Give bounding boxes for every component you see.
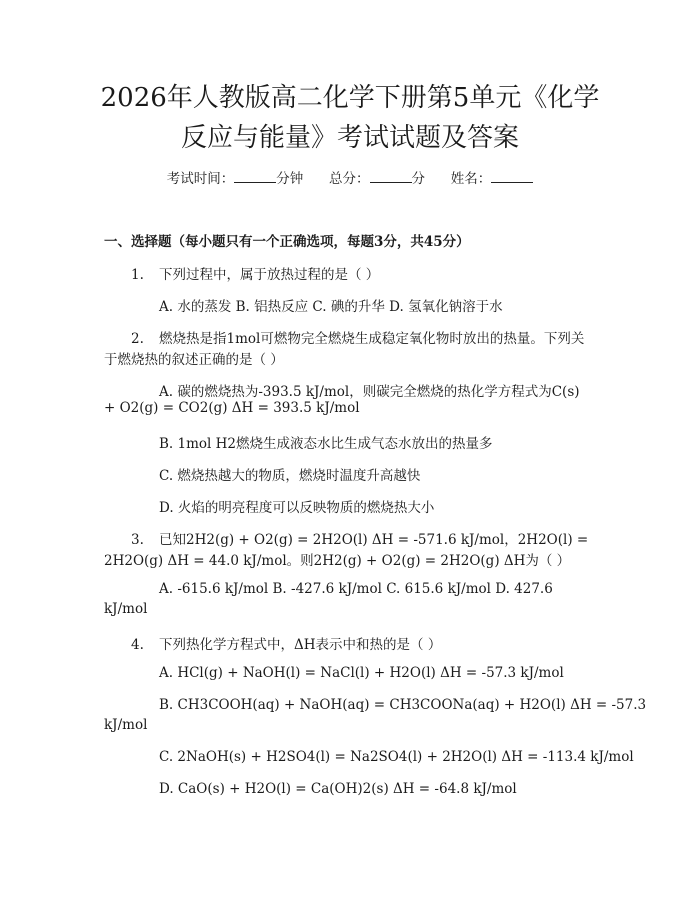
title-line-2: 反应与能量》考试试题及答案 (180, 123, 519, 153)
option-b: B. CH3COOH(aq) + NaOH(aq) = CH3COONa(aq) + H2O(l) ΔH = -57.3 (159, 697, 647, 713)
score-unit: 分 (411, 171, 425, 187)
option-d: D. 火焰的明亮程度可以反映物质的燃烧热大小 (159, 500, 435, 516)
option-d: D. CaO(s) + H2O(l) = Ca(OH)2(s) ΔH = -64.8 kJ/mol (159, 781, 517, 797)
option-b-cont: kJ/mol (104, 717, 148, 733)
score-label: 总分： (329, 171, 370, 187)
question-3-options-cont: kJ/mol (104, 601, 148, 617)
question-number: 2. (131, 331, 144, 347)
option-a-cont: + O2(g) = CO2(g) ΔH = 393.5 kJ/mol (104, 400, 360, 416)
name-label: 姓名： (450, 171, 492, 187)
question-number: 1. (131, 267, 144, 283)
question-3 (131, 528, 588, 548)
question-1-options: A. 水的蒸发 B. 铝热反应 C. 碘的升华 D. 氢氧化钠溶于水 (159, 299, 503, 315)
option-a: A. HCl(g) + NaOH(l) = NaCl(l) + H2O(l) ΔH = -57.3 kJ/mol (159, 665, 564, 681)
section-heading: 一、选择题（每小题只有一个正确选项，每题3分，共45分） (104, 234, 470, 250)
question-text: 下列热化学方程式中，ΔH表示中和热的是（ ） (159, 637, 442, 653)
time-blank (234, 170, 276, 183)
title-line-1: 2026年人教版高二化学下册第5单元《化学 (100, 83, 600, 113)
question-2 (131, 327, 584, 347)
option-a: A. 碳的燃烧热为-393.5 kJ/mol，则碳完全燃烧的热化学方程式为C(s) (159, 384, 580, 400)
question-text: 下列过程中，属于放热过程的是（ ） (159, 267, 380, 283)
question-4 (131, 633, 441, 653)
question-2-text-cont: 于燃烧热的叙述正确的是（ ） (104, 352, 284, 368)
exam-info-row (0, 167, 700, 187)
option-c: C. 2NaOH(s) + H2SO4(l) = Na2SO4(l) + 2H2O(l) ΔH = -113.4 kJ/mol (159, 749, 634, 765)
time-unit: 分钟 (276, 171, 304, 187)
time-label: 考试时间： (166, 171, 235, 187)
question-text: 燃烧热是指1mol可燃物完全燃烧生成稳定氧化物时放出的热量。下列关 (159, 331, 585, 347)
question-number: 4. (131, 637, 144, 653)
question-1 (131, 263, 379, 283)
question-number: 3. (131, 532, 144, 548)
question-3-options: A. -615.6 kJ/mol B. -427.6 kJ/mol C. 615.6 kJ/mol D. 427.6 (159, 581, 553, 597)
question-text: 已知2H2(g) + O2(g) = 2H2O(l) ΔH = -571.6 kJ/mol，2H2O(l) = (159, 532, 589, 548)
score-blank (370, 170, 412, 183)
option-c: C. 燃烧热越大的物质，燃烧时温度升高越快 (159, 468, 421, 484)
name-blank (491, 170, 533, 183)
page-title (95, 78, 605, 158)
question-3-text-cont: 2H2O(g) ΔH = 44.0 kJ/mol。则2H2(g) + O2(g) = 2H2O(g) ΔH为（ ） (104, 553, 571, 569)
option-b: B. 1mol H2燃烧生成液态水比生成气态水放出的热量多 (159, 436, 493, 452)
